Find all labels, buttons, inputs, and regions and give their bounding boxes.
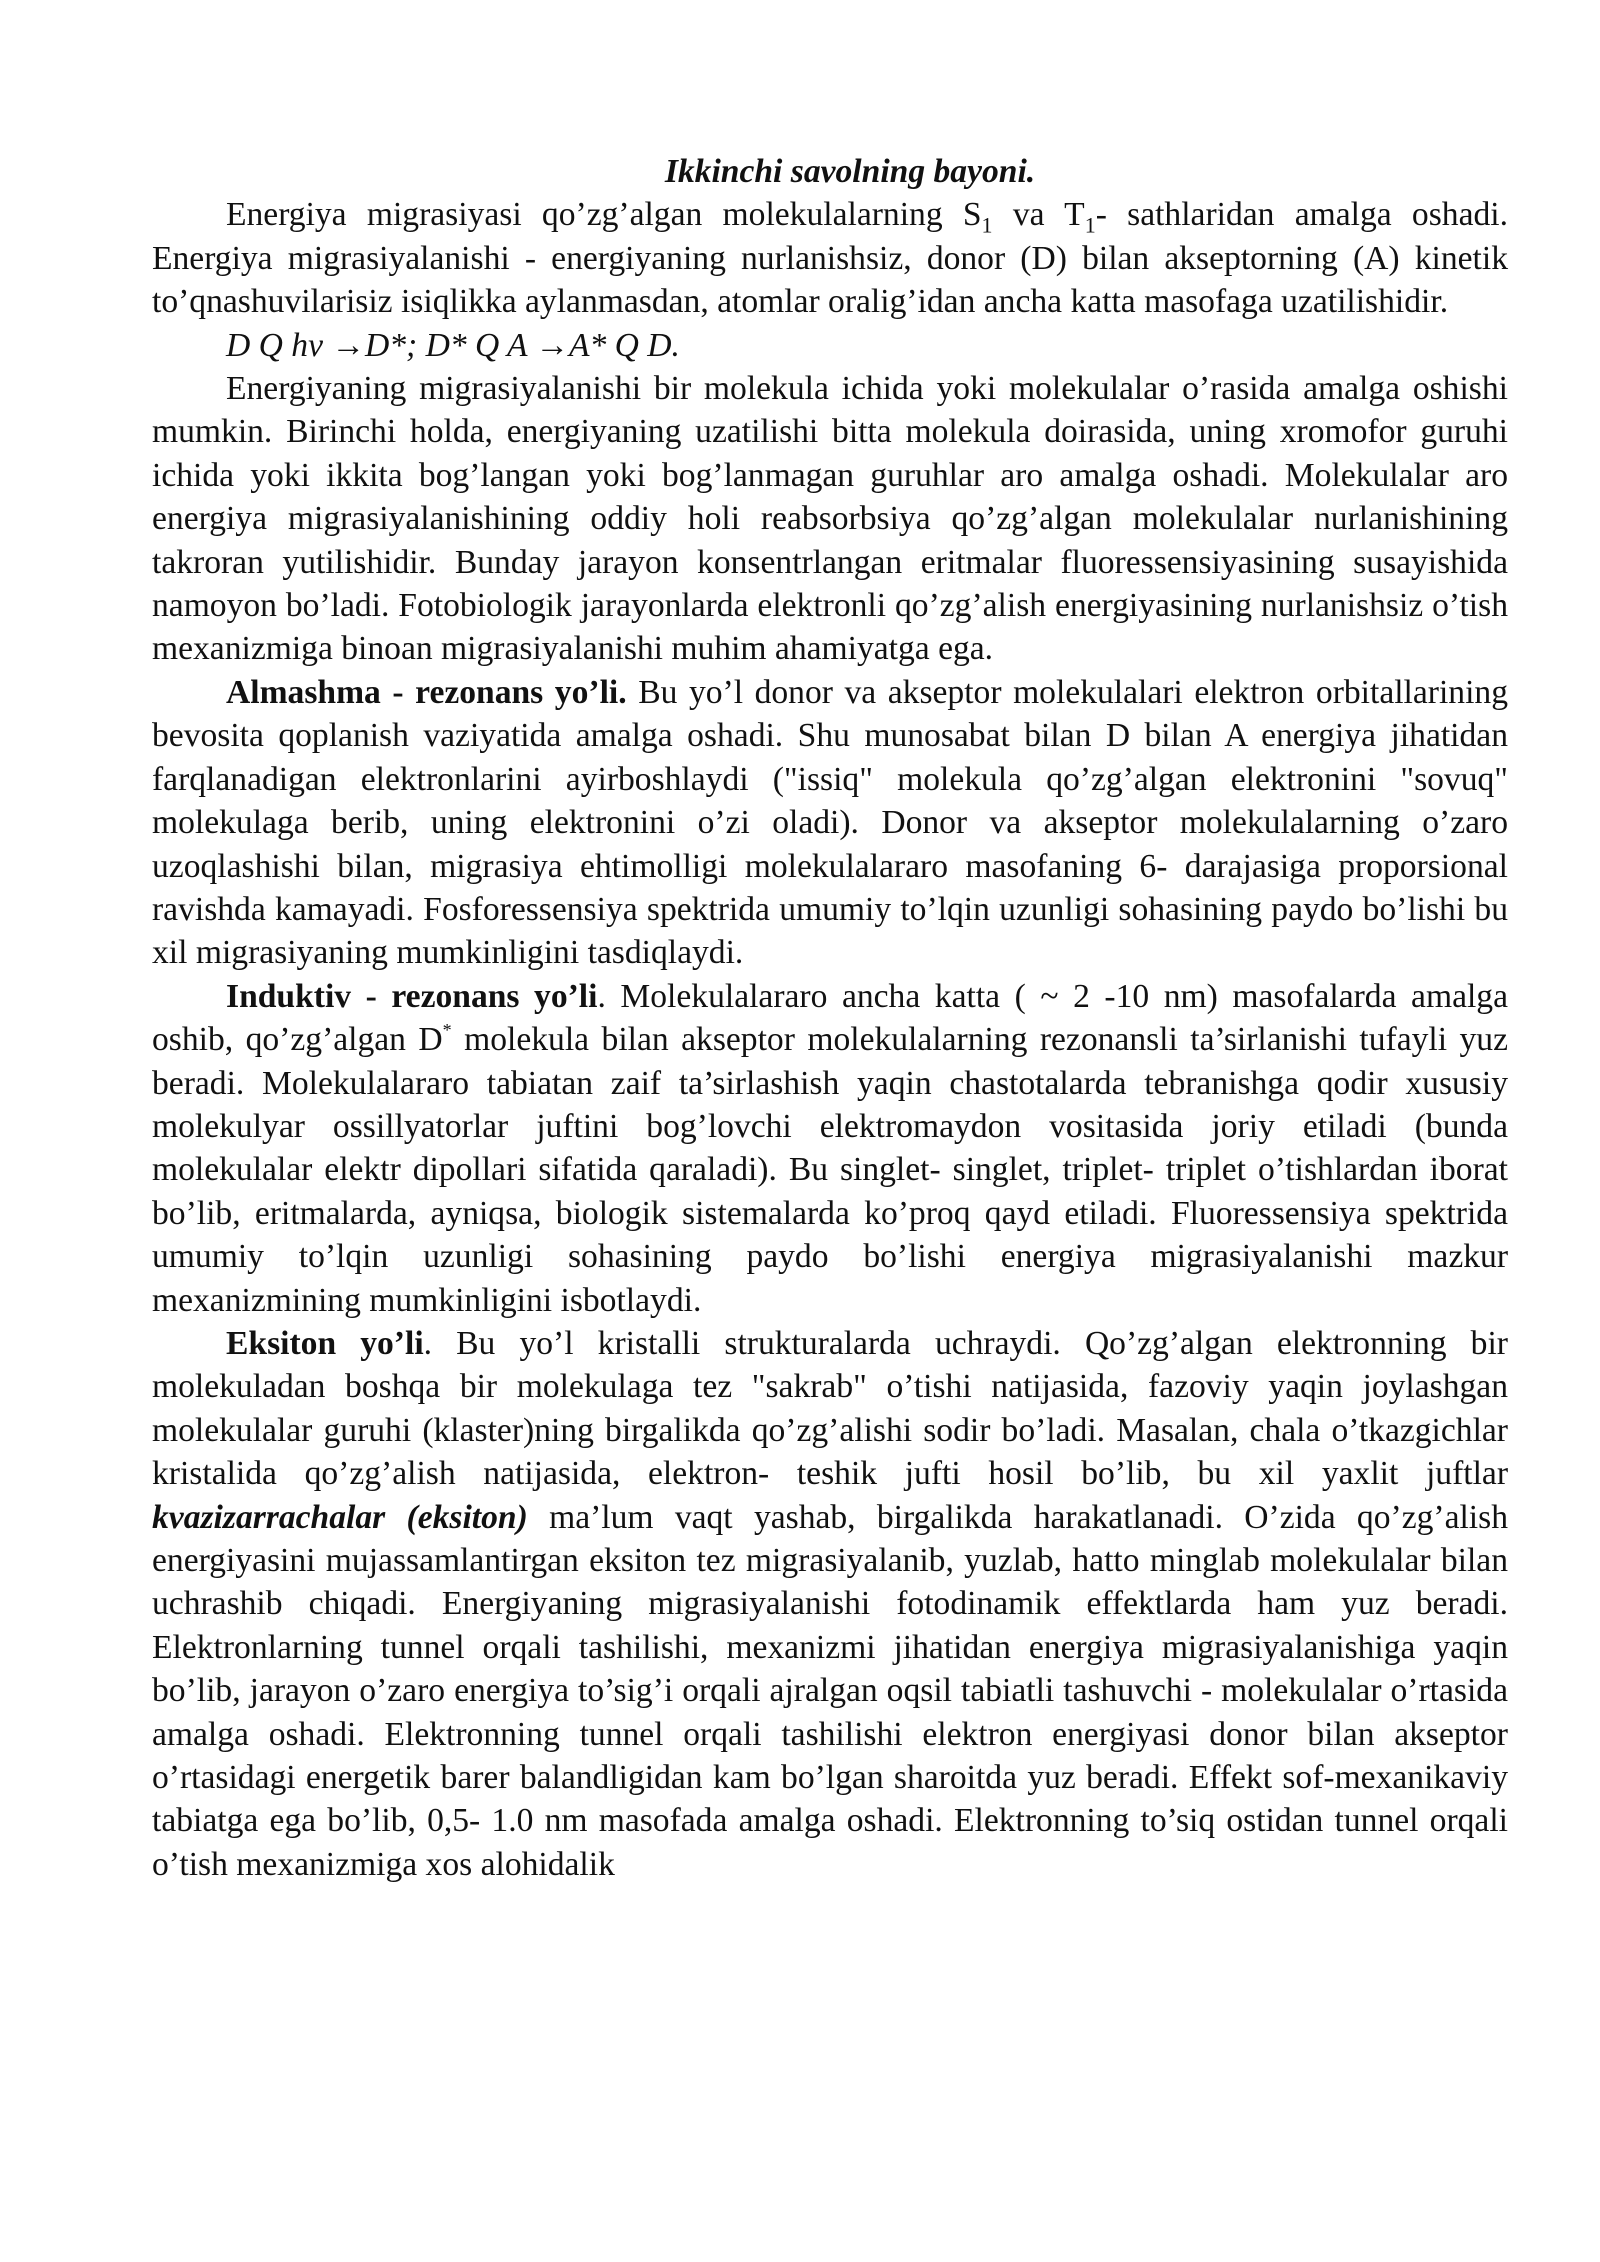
reaction-formula (152, 324, 1508, 367)
section-title: Ikkinchi savolning bayoni. (664, 153, 1036, 190)
superscript-star: * (442, 1020, 452, 1041)
paragraph-exciton (152, 1322, 1508, 1886)
p5-text-b: ma’lum vaqt yashab, birgalikda harakatlanadi. O’zida qo’zg’alish energiyasini mujassamlantirgan eksiton tez migrasiyalanib, yuzlab, hatto minglab molekulalar bilan uchrashib chiqadi. Energiyaning migrasiyalanishi fotodinamik effektlarda ham yuz beradi. Elektronlarning tunnel orqali tashilishi, mexanizmi jihatidan energiya migrasiyalanishiga yaqin bo’lib, jarayon o’zaro energiya to’sig’i orqali ajralgan oqsil tabiatli tashuvchi - molekulalar o’rtasida amalga oshadi. Elektronning tunnel orqali tashilishi elektron energiyasi donor bilan akseptor o’rtasidagi energetik barer balandligidan kam bo’lgan sharoitda yuz beradi. Effekt sof-mexanikaviy tabiatga ega bo’lib, 0,5- 1.0 nm masofada amalga oshadi. Elektronning to’siq ostidan tunnel orqali o’tish mexanizmiga xos alohidalik (152, 1498, 1508, 1883)
formula-mid: D*; D* Q A (364, 326, 527, 364)
document-page (152, 150, 1508, 1886)
heading-exchange-resonance: Almashma - rezonans yo’li. (226, 673, 627, 711)
p5-text-a: . Bu yo’l kristalli strukturalarda uchraydi. Qo’zg’algan elektronning bir molekuladan boshqa bir molekulaga tez "sakrab" o’tishi natijasida, fazoviy yaqin joylashgan molekulalar guruhi (klaster)ning birgalikda qo’zg’alishi sodir bo’ladi. Masalan, chala o’tkazgichlar kristalida qo’zg’alish natijasida, elektron- teshik jufti hosil bo’lib, bu xil yaxlit juftlar (152, 1324, 1508, 1493)
arrow-icon: → (535, 326, 569, 364)
subscript-s1: 1 (981, 213, 993, 239)
p3-text: Bu yo’l donor va akseptor molekulalari elektron orbitallarining bevosita qoplanish vaziyatida amalga oshadi. Shu munosabat bilan D bilan A energiya jihatidan farqlanadigan elektronlarini ayirboshlaydi ("issiq" molekula qo’zg’algan elektronini "sovuq" molekulaga berib, uning elektronini o’zi oladi). Donor va akseptor molekulalarning o’zaro uzoqlashishi bilan, migrasiya ehtimolligi molekulalararo masofaning 6- darajasiga proporsional ravishda kamayadi. Fosforessensiya spektrida umumiy to’lqin uzunligi sohasining paydo bo’lishi bu xil migrasiyaning mumkinligini tasdiqlaydi. (152, 673, 1508, 972)
p1-text-c: - sathlaridan amalga oshadi. Energiya migrasiyalanishi - energiyaning nurlanishsiz, donor (D) bilan akseptorning (A) kinetik to’qnashuvilarisiz isiqlikka aylanmasdan, atomlar oralig’idan ancha katta masofaga uzatilishidir. (152, 196, 1508, 321)
p4-text-b: molekula bilan akseptor molekulalarning rezonansli ta’sirlanishi tufayli yuz beradi. Molekulalararo tabiatan zaif ta’sirlashish yaqin chastotalarda tebranishga qodir xususiy molekulyar ossillyatorlar juftini bog’lovchi elektromaydon vositasida joriy etiladi (bunda molekulalar elektr dipollari sifatida qaraladi). Bu singlet- singlet, triplet- triplet o’tishlardan iborat bo’lib, eritmalarda, ayniqsa, biologik sistemalarda ko’proq qayd etiladi. Fluoressensiya spektrida umumiy to’lqin uzunligi sohasining paydo bo’lishi energiya migrasiyalanishi mazkur mexanizmining mumkinligini isbotlaydi. (152, 1021, 1509, 1319)
p4-text-a: . Molekulalararo ancha katta ( ~ 2 -10 nm) masofalarda amalga oshib, qo’zg’algan D (152, 977, 1508, 1059)
subscript-t1: 1 (1084, 213, 1096, 239)
heading-exciton: Eksiton yo’li (226, 1324, 424, 1362)
paragraph-intramolecular: Energiyaning migrasiyalanishi bir molekula ichida yoki molekulalar o’rasida amalga oshishi mumkin. Birinchi holda, energiyaning uzatilishi bitta molekula doirasida, uning xromofor guruhi ichida yoki ikkita bog’langan yoki bog’lanmagan guruhlar aro amalga oshadi. Molekulalar aro energiya migrasiyalanishining oddiy holi reabsorbsiya qo’zg’algan molekulalar nurlanishining takroran yutilishidir. Bunday jarayon konsentrlangan eritmalar fluoressensiyasining susayishida namoyon bo’ladi. Fotobiologik jarayonlarda elektronli qo’zg’alish energiyasining nurlanishsiz o’tish mexanizmiga binoan migrasiyalanishi muhim ahamiyatga ega. (152, 370, 1508, 668)
paragraph-energy-migration (152, 193, 1508, 323)
formula-left: D Q hν (226, 326, 323, 364)
heading-inductive-resonance: Induktiv - rezonans yo’li (226, 977, 598, 1015)
paragraph-inductive-resonance (152, 975, 1508, 1322)
p1-text-a: Energiya migrasiyasi qo’zg’algan molekulalarning S (226, 196, 982, 234)
term-quasiparticles: kvazizarrachalar (eksiton) (152, 1498, 528, 1536)
p1-text-b: va T (992, 196, 1085, 234)
paragraph-exchange-resonance (152, 671, 1508, 975)
arrow-icon: → (331, 326, 365, 364)
formula-right: A* Q D. (568, 326, 680, 364)
